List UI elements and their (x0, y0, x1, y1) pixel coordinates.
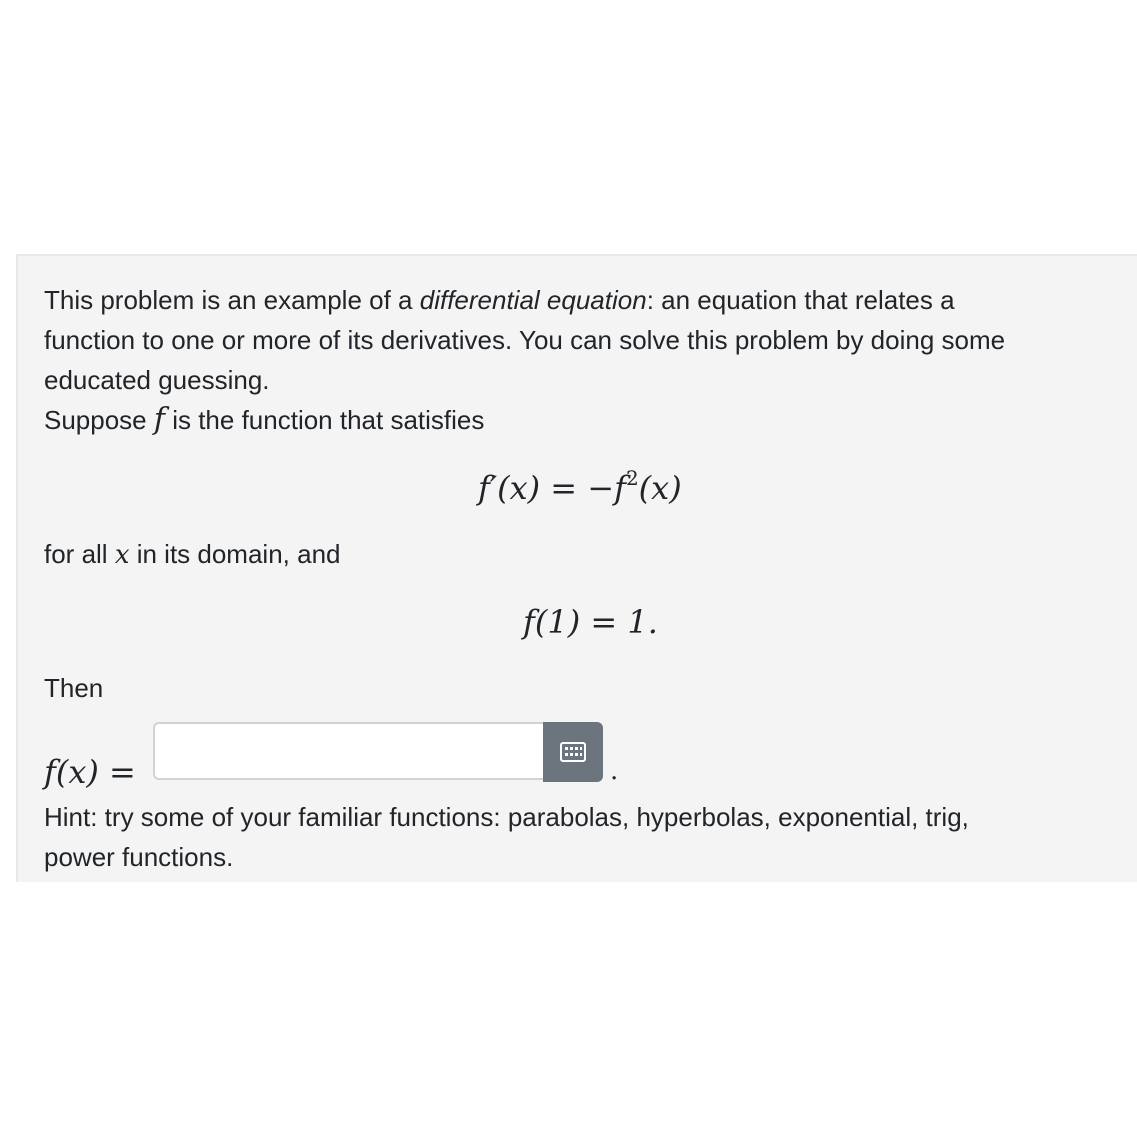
hint-line-1: Hint: try some of your familiar functions: parabolas, hyperbolas, exponential, trig, (44, 802, 969, 832)
answer-label (44, 752, 136, 792)
eq1-rhs-arg: (x) (638, 469, 682, 507)
suppose-text-start: Suppose (44, 405, 154, 435)
eq1-rhs-exponent: 2 (625, 466, 639, 490)
intro-line-1 (44, 280, 955, 320)
math-keypad-button[interactable] (543, 722, 603, 782)
initial-condition: f(1) = 1. (523, 603, 658, 641)
term-differential-equation: differential equation (419, 285, 647, 315)
intro-line-2: function to one or more of its derivatives. You can solve this problem by doing some (44, 325, 1006, 355)
intro-text-start: This problem is an example of a (44, 285, 420, 315)
domain-variable: x (114, 540, 130, 570)
hint-line-2: power functions. (44, 842, 234, 872)
function-variable: f (153, 402, 165, 437)
answer-trailing-period: . (610, 756, 619, 786)
differential-equation (478, 468, 682, 508)
suppose-line (44, 400, 484, 440)
suppose-text-end: is the function that satisfies (164, 405, 485, 435)
domain-line (44, 534, 341, 575)
answer-input[interactable] (153, 722, 545, 780)
then-text: Then (44, 673, 104, 703)
domain-text-start: for all (44, 539, 115, 569)
eq1-equals: = − (540, 469, 615, 507)
eq1-lhs: f′(x) (478, 469, 541, 507)
answer-label-f: f (44, 753, 56, 791)
intro-text-end: : an equation that relates a (646, 285, 955, 315)
problem-container (16, 254, 1137, 882)
intro-line-3: educated guessing. (44, 365, 270, 395)
domain-text-end: in its domain, and (129, 539, 341, 569)
answer-label-arg: (x) (55, 753, 99, 791)
keyboard-grid-icon (560, 742, 586, 762)
eq1-rhs-f: f (614, 469, 626, 507)
answer-label-equals: = (98, 753, 136, 791)
